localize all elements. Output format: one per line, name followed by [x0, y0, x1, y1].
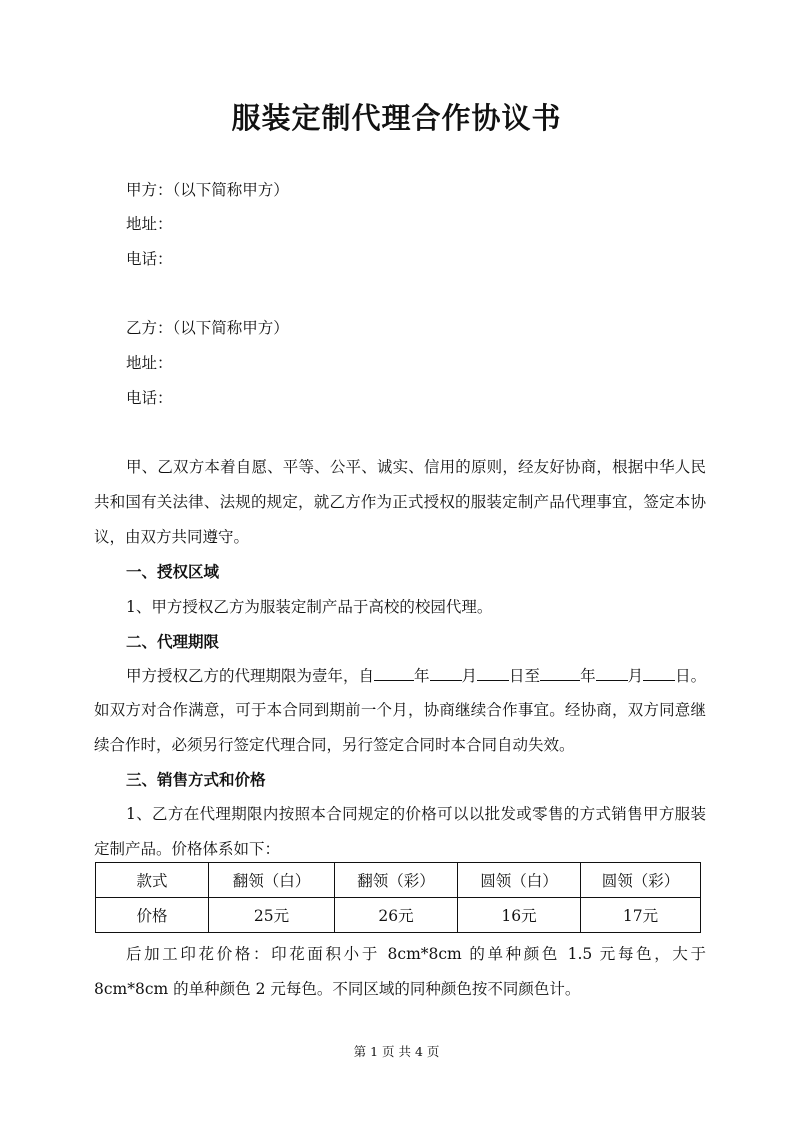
end-day-blank[interactable] [643, 666, 675, 681]
header-cell: 翻领（彩） [335, 863, 458, 898]
price-cell: 17元 [581, 898, 701, 933]
end-year-blank[interactable] [540, 666, 580, 681]
section2-paragraph: 如双方对合作满意，可于本合同到期前一个月，协商继续合作事宜。经协商，双方同意继续合作时，必须另行签定代理合同，另行签定合同时本合同自动失效。 [94, 701, 706, 754]
term-line [126, 666, 706, 686]
end-month-blank[interactable] [596, 666, 628, 681]
price-cell: 价格 [96, 898, 209, 933]
start-year-blank[interactable] [374, 666, 414, 681]
header-cell: 款式 [96, 863, 209, 898]
start-month-blank[interactable] [430, 666, 462, 681]
price-table-row [96, 898, 701, 933]
section3-heading: 三、销售方式和价格 [126, 770, 266, 789]
intro-paragraph: 甲、乙双方本着自愿、平等、公平、诚实、信用的原则，经友好协商，根据中华人民共和国有关法律、法规的规定，就乙方作为正式授权的服装定制产品代理事宜，签定本协议，由双方共同遵守。 [94, 458, 706, 546]
header-cell: 翻领（白） [209, 863, 335, 898]
party-a-name: 甲方：（以下简称甲方） [126, 181, 289, 199]
price-cell: 25元 [209, 898, 335, 933]
start-day-blank[interactable] [477, 666, 509, 681]
section1-text: 1、甲方授权乙方为服装定制产品于高校的校园代理。 [126, 598, 493, 616]
price-table-header-row [96, 863, 701, 898]
price-cell: 16元 [458, 898, 581, 933]
term-year1: 年 [414, 667, 430, 685]
page-footer: 第 1 页 共 4 页 [353, 1044, 440, 1059]
term-prefix: 甲方授权乙方的代理期限为壹年，自 [126, 667, 375, 685]
section2-heading: 二、代理期限 [126, 632, 220, 651]
section1-heading: 一、授权区域 [126, 562, 220, 581]
party-a-address: 地址： [126, 215, 173, 233]
term-day2: 日。 [675, 667, 707, 685]
term-month1: 月 [461, 667, 478, 685]
term-year2: 年 [580, 667, 596, 685]
header-cell: 圆领（白） [458, 863, 581, 898]
print-price-note: 后加工印花价格：印花面积小于 8cm*8cm 的单种颜色 1.5 元每色，大于 8cm*8cm 的单种颜色 2 元每色。不同区域的同种颜色按不同颜色计。 [94, 945, 706, 998]
document-title: 服装定制代理合作协议书 [231, 101, 562, 135]
term-month2: 月 [627, 667, 644, 685]
party-b-address: 地址： [126, 354, 173, 372]
party-a-phone: 电话： [126, 250, 173, 268]
price-cell: 26元 [335, 898, 458, 933]
header-cell: 圆领（彩） [581, 863, 701, 898]
section3-paragraph: 1、乙方在代理期限内按照本合同规定的价格可以以批发或零售的方式销售甲方服装定制产品。价格体系如下： [94, 805, 706, 858]
party-b-phone: 电话： [126, 389, 173, 407]
price-table [95, 862, 701, 933]
term-day1: 日至 [509, 667, 541, 685]
party-b-name: 乙方：（以下简称甲方） [126, 319, 289, 337]
